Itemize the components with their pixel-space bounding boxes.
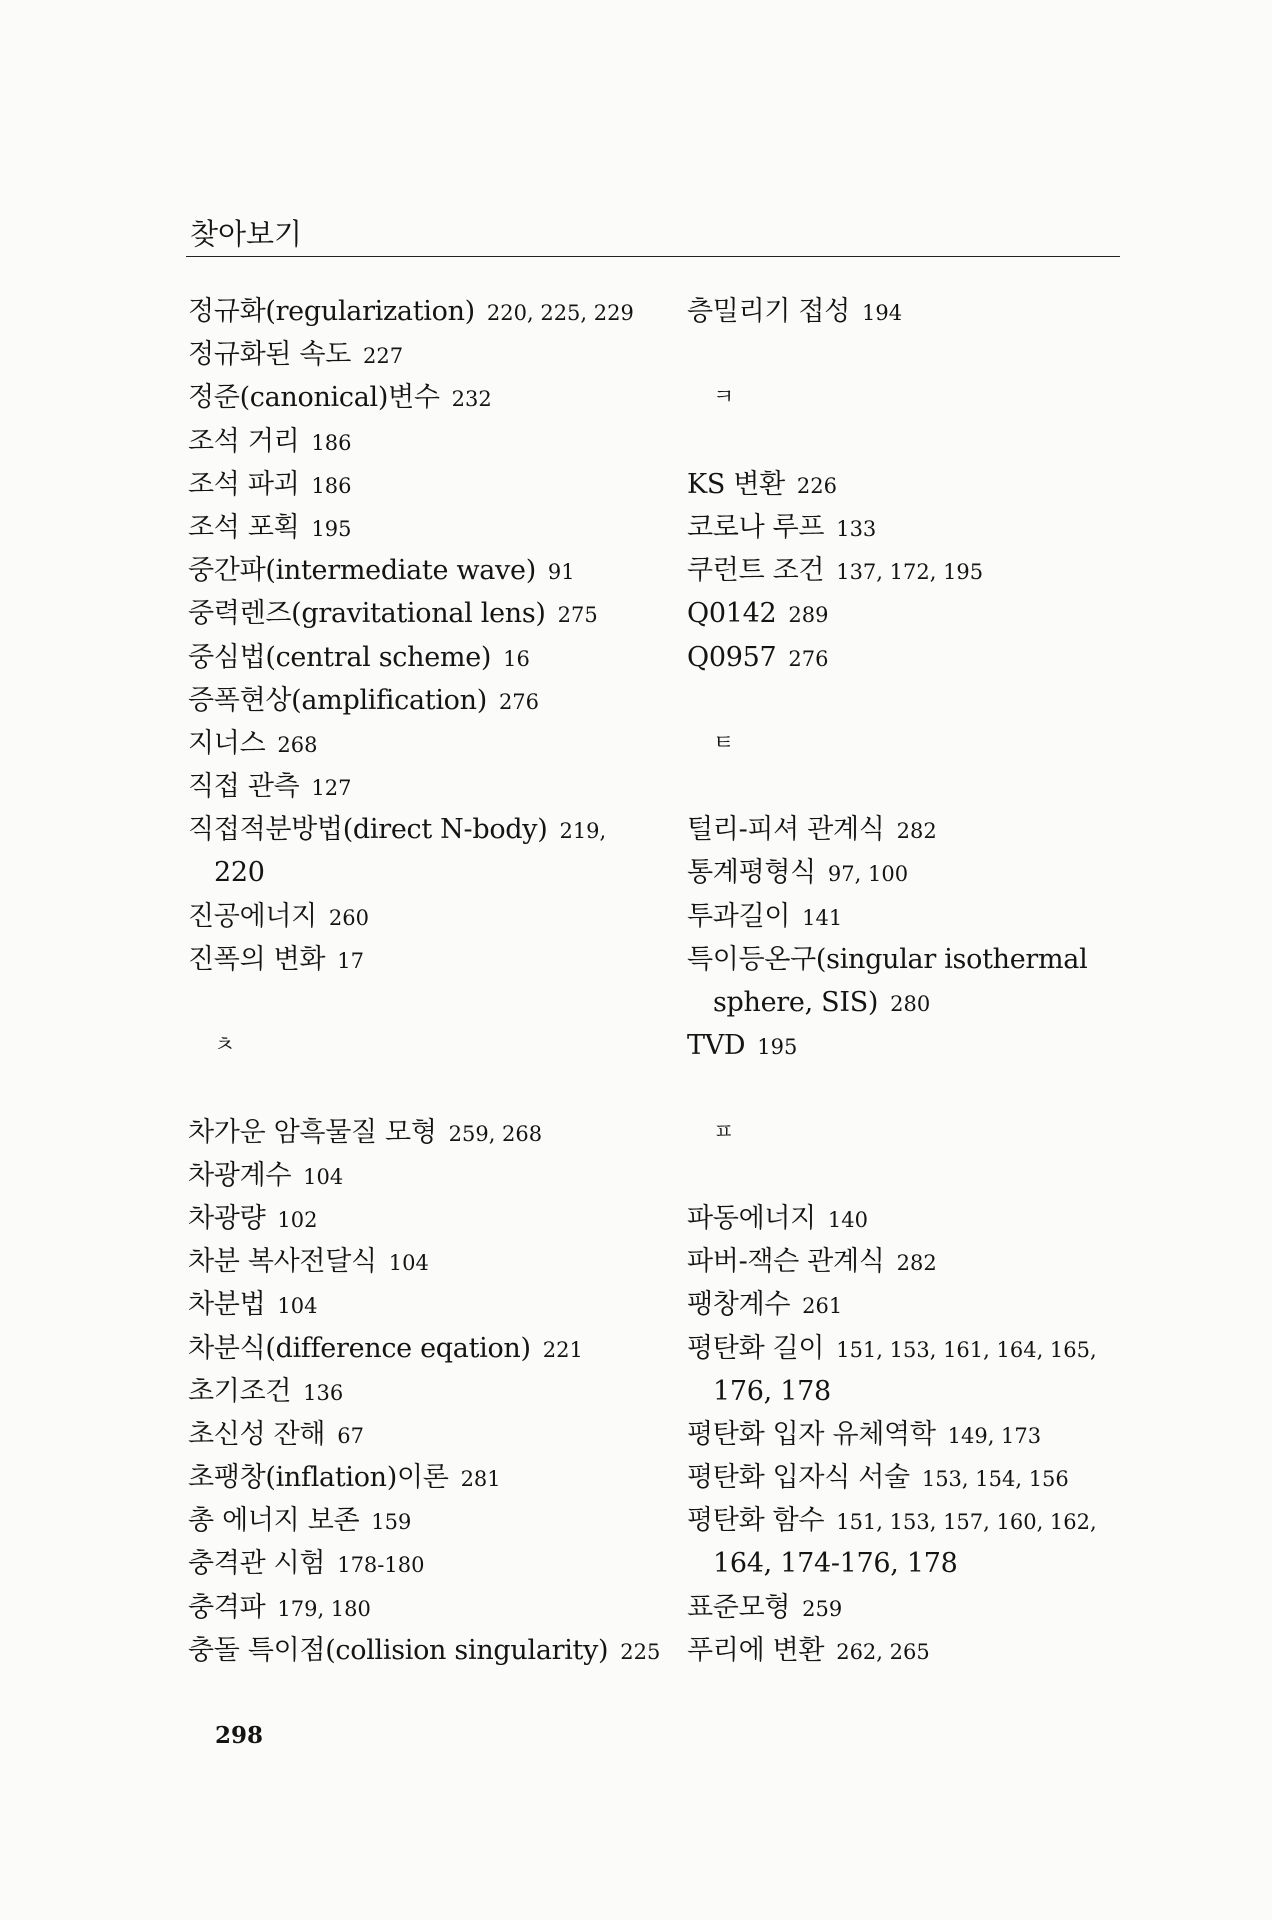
index-pages: 67 [337, 1423, 364, 1448]
index-entry [188, 679, 678, 722]
index-pages: 259, 268 [448, 1121, 543, 1146]
index-pages: 102 [277, 1207, 318, 1232]
index-pages: 226 [796, 473, 838, 498]
index-term: 차광량 [188, 1202, 266, 1234]
index-entry-continuation [188, 851, 678, 894]
index-term: 직접 관측 [188, 771, 300, 803]
index-pages: 221 [542, 1337, 583, 1362]
index-term: 초기조건 [188, 1375, 292, 1407]
section-spacer [687, 333, 1137, 376]
index-entry [687, 1456, 1137, 1499]
index-entry [687, 1327, 1137, 1370]
index-pages: 104 [303, 1164, 344, 1189]
index-entry [188, 938, 678, 981]
index-entry [188, 895, 678, 938]
index-pages: 227 [362, 344, 404, 369]
index-entry [687, 1024, 1137, 1067]
index-pages: 141 [802, 905, 843, 930]
index-pages: 140 [827, 1207, 869, 1232]
index-pages: 219, [559, 819, 607, 844]
index-entry [687, 1283, 1137, 1326]
index-term: 중력렌즈(gravitational lens) [188, 598, 546, 630]
index-term: 쿠런트 조건 [687, 555, 825, 587]
index-term: 통계평형식 [687, 857, 816, 889]
index-term: 정규화(regularization) [188, 296, 475, 327]
index-term: Q0957 [687, 641, 777, 673]
index-entry [188, 420, 678, 463]
index-column-left [188, 290, 678, 1672]
index-pages: 91 [547, 560, 575, 585]
continuation-text: 164, 174-176, 178 [713, 1548, 958, 1580]
index-entry [188, 463, 678, 506]
index-term: 푸리에 변환 [687, 1634, 825, 1666]
index-entry [188, 1327, 678, 1370]
index-term: 차분법 [188, 1289, 266, 1321]
index-column-right [687, 290, 1137, 1672]
index-term: 조석 파괴 [188, 468, 300, 500]
index-entry [188, 592, 678, 635]
index-entry [188, 1283, 678, 1326]
index-entry-continuation [687, 1542, 1137, 1585]
index-term: 차광계수 [188, 1159, 292, 1191]
index-entry [687, 1197, 1137, 1240]
index-term: 코로나 루프 [687, 511, 825, 543]
index-term: 총 에너지 보존 [188, 1505, 360, 1537]
index-term: 표준모형 [687, 1591, 791, 1623]
index-entry [188, 808, 678, 851]
index-entry [188, 1370, 678, 1413]
index-pages: 261 [802, 1294, 843, 1319]
index-term: 투과길이 [687, 900, 791, 932]
index-pages: 17 [337, 948, 364, 973]
section-spacer [687, 765, 1137, 808]
index-pages: 178-180 [337, 1553, 425, 1578]
index-entry [687, 938, 1137, 981]
index-term: 정준(canonical)변수 [188, 382, 440, 414]
index-entry [687, 1586, 1137, 1629]
index-term: 차분 복사전달식 [188, 1246, 377, 1278]
index-entry [188, 722, 678, 765]
section-spacer [687, 1154, 1137, 1197]
index-term: Q0142 [687, 598, 777, 630]
index-pages: 104 [388, 1251, 429, 1276]
header-rule [186, 256, 1120, 257]
index-pages: 186 [311, 473, 352, 498]
index-pages: 225 [620, 1639, 661, 1664]
index-pages: 195 [311, 516, 352, 541]
index-entry [188, 1499, 678, 1542]
index-entry [687, 1629, 1137, 1672]
index-entry [188, 1240, 678, 1283]
index-entry [687, 506, 1137, 549]
index-entry [687, 808, 1137, 851]
index-term: KS 변환 [687, 468, 785, 500]
index-entry [188, 1197, 678, 1240]
index-pages: 260 [328, 905, 370, 930]
index-term: 중심법(central scheme) [188, 641, 492, 673]
index-pages: 276 [788, 646, 829, 671]
index-pages: 127 [311, 776, 352, 801]
index-term: TVD [687, 1030, 746, 1062]
index-entry [188, 376, 678, 419]
index-entry-continuation [687, 981, 1137, 1024]
index-term: 특이등온구(singular isothermal [687, 943, 1088, 975]
section-letter-heading: ㅋ [713, 385, 734, 411]
index-pages: 16 [503, 646, 530, 671]
index-entry [687, 549, 1137, 592]
continuation-text: sphere, SIS) [713, 987, 879, 1018]
index-pages: 282 [896, 1251, 937, 1276]
index-entry [188, 1413, 678, 1456]
index-entry [188, 549, 678, 592]
index-pages: 153, 154, 156 [921, 1467, 1069, 1492]
section-letter-heading: ㅊ [214, 1033, 235, 1059]
section-spacer [188, 1067, 678, 1110]
index-entry-continuation [687, 1370, 1137, 1413]
index-pages: 282 [896, 819, 937, 844]
index-entry [687, 1499, 1137, 1542]
index-entry [188, 636, 678, 679]
section-spacer [687, 679, 1137, 722]
index-term: 평탄화 입자 유체역학 [687, 1418, 936, 1450]
page-number: 298 [215, 1722, 264, 1749]
index-entry [687, 895, 1137, 938]
index-pages: 97, 100 [827, 862, 909, 887]
index-pages: 104 [277, 1294, 318, 1319]
index-entry [188, 506, 678, 549]
index-pages: 149, 173 [947, 1423, 1042, 1448]
index-pages: 159 [371, 1510, 412, 1535]
index-entry [188, 333, 678, 376]
index-entry [188, 1111, 678, 1154]
index-pages: 195 [757, 1035, 798, 1060]
index-term: 층밀리기 접성 [687, 296, 850, 327]
index-pages: 281 [460, 1467, 501, 1492]
index-pages: 259 [802, 1596, 843, 1621]
index-pages: 280 [890, 992, 931, 1016]
index-pages: 275 [557, 603, 598, 628]
section-letter-heading: ㅍ [713, 1119, 734, 1145]
index-entry [687, 1240, 1137, 1283]
continuation-text: 176, 178 [713, 1375, 831, 1407]
index-pages: 232 [451, 387, 492, 412]
index-term: 평탄화 함수 [687, 1505, 825, 1537]
index-pages: 186 [311, 430, 352, 455]
index-term: 조석 포획 [188, 511, 300, 543]
index-pages: 289 [788, 603, 829, 628]
index-term: 중간파(intermediate wave) [188, 555, 536, 587]
index-term: 초팽창(inflation)이론 [188, 1462, 449, 1494]
index-term: 증폭현상(amplification) [188, 684, 487, 716]
index-term: 진폭의 변화 [188, 943, 326, 975]
index-term: 평탄화 길이 [687, 1332, 825, 1364]
index-pages: 137, 172, 195 [836, 560, 984, 585]
section-spacer [188, 981, 678, 1024]
index-entry [687, 463, 1137, 506]
index-term: 차가운 암흑물질 모형 [188, 1116, 437, 1148]
index-term: 파동에너지 [687, 1202, 816, 1234]
index-term: 조석 거리 [188, 425, 300, 457]
index-pages: 262, 265 [836, 1639, 930, 1664]
index-term: 지너스 [188, 727, 266, 759]
section-spacer [687, 420, 1137, 463]
index-entry [687, 592, 1137, 635]
index-term: 직접적분방법(direct N-body) [188, 814, 548, 846]
index-entry [687, 290, 1137, 333]
index-term: 정규화된 속도 [188, 339, 351, 371]
index-term: 충격파 [188, 1591, 266, 1623]
index-entry [188, 290, 678, 333]
index-term: 팽창계수 [687, 1289, 791, 1321]
index-entry [687, 851, 1137, 894]
section-spacer [687, 1067, 1137, 1110]
index-pages: 151, 153, 161, 164, 165, [836, 1337, 1097, 1362]
index-pages: 133 [836, 516, 877, 541]
continuation-text: 220 [214, 857, 265, 889]
index-entry [188, 1456, 678, 1499]
index-pages: 194 [861, 301, 903, 325]
index-entry [687, 636, 1137, 679]
index-term: 평탄화 입자식 서술 [687, 1462, 910, 1494]
index-pages: 276 [498, 689, 540, 714]
index-entry [188, 765, 678, 808]
index-term: 충격관 시험 [188, 1548, 326, 1580]
index-term: 차분식(difference eqation) [188, 1332, 531, 1364]
index-entry [188, 1586, 678, 1629]
index-pages: 151, 153, 157, 160, 162, [836, 1510, 1097, 1535]
index-term: 파버-잭슨 관계식 [687, 1246, 885, 1278]
index-pages: 179, 180 [277, 1596, 371, 1621]
index-entry [687, 1413, 1137, 1456]
section-letter-heading: ㅌ [713, 730, 734, 756]
index-pages: 220, 225, 229 [486, 301, 634, 325]
index-pages: 268 [277, 732, 318, 757]
index-entry [188, 1629, 678, 1672]
index-term: 털리-피셔 관계식 [687, 814, 885, 846]
index-entry [188, 1542, 678, 1585]
index-pages: 136 [303, 1380, 344, 1405]
index-term: 진공에너지 [188, 900, 317, 932]
index-term: 초신성 잔해 [188, 1418, 326, 1450]
index-entry [188, 1154, 678, 1197]
page-header-title: 찾아보기 [190, 217, 303, 251]
index-term: 충돌 특이점(collision singularity) [188, 1634, 609, 1666]
